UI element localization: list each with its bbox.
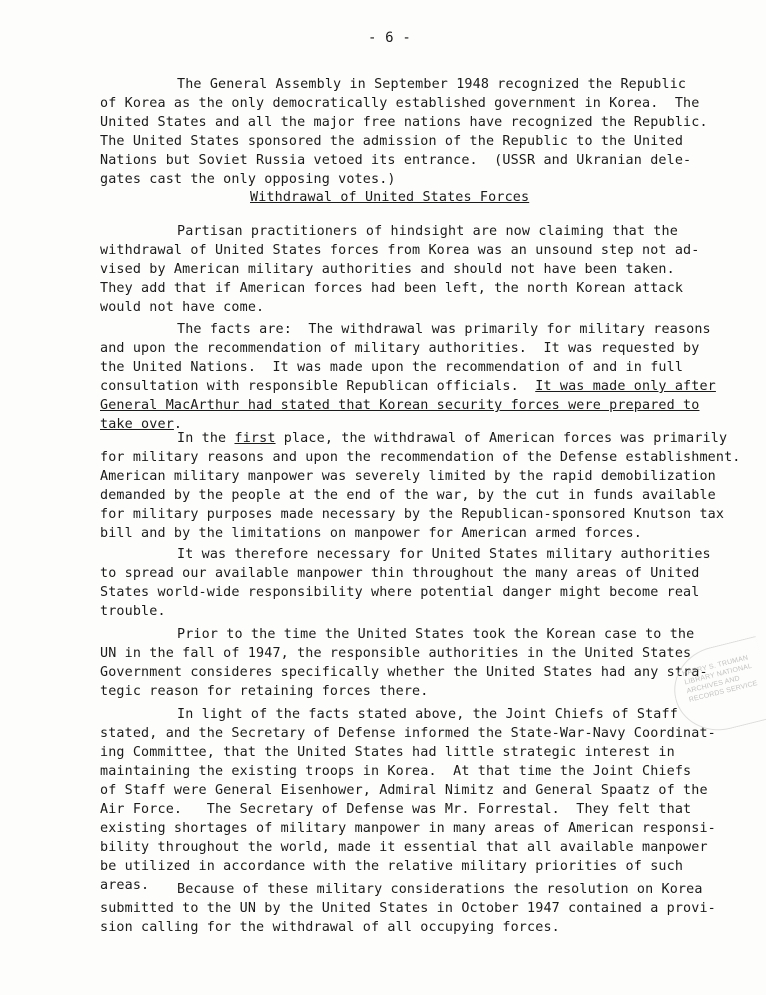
paragraph-4-line: demanded by the people at the end of the war, by the cut in funds available	[100, 488, 716, 503]
paragraph-1-line: gates cast the only opposing votes.)	[100, 172, 396, 187]
paragraph-5-line: trouble.	[100, 604, 166, 619]
paragraph-3	[100, 320, 716, 434]
paragraph-2-line: would not have come.	[100, 300, 265, 315]
paragraph-3-line: consultation with responsible Republican officials.	[100, 379, 536, 394]
paragraph-2-line: vised by American military authorities and should not have been taken.	[100, 262, 675, 277]
paragraph-4-line: bill and by the limitations on manpower for American armed forces.	[100, 526, 642, 541]
paragraph-2	[100, 222, 710, 317]
paragraph-1-line: of Korea as the only democratically established government in Korea. The	[100, 96, 700, 111]
paragraph-7-line: existing shortages of military manpower in many areas of American responsi-	[100, 821, 716, 836]
archive-stamp-text: HARRY S. TRUMAN LIBRARY NATIONAL ARCHIVES AND RECORDS SERVICE	[681, 654, 759, 704]
paragraph-8-line: sion calling for the withdrawal of all occupying forces.	[100, 920, 560, 935]
paragraph-5-line: States world-wide responsibility where potential danger might become real	[100, 585, 700, 600]
paragraph-6-line: Prior to the time the United States took the Korean case to the	[177, 627, 695, 642]
paragraph-7-line: maintaining the existing troops in Korea. At that time the Joint Chiefs	[100, 764, 692, 779]
paragraph-1	[100, 75, 710, 189]
paragraph-7-line: In light of the facts stated above, the Joint Chiefs of Staff	[177, 707, 678, 722]
paragraph-6	[100, 625, 710, 701]
paragraph-4	[100, 429, 741, 543]
paragraph-1-line: The United States sponsored the admission of the Republic to the United	[100, 134, 684, 149]
paragraph-7-line: ing Committee, that the United States had little strategic interest in	[100, 745, 675, 760]
paragraph-1-line: The General Assembly in September 1948 recognized the Republic	[177, 77, 687, 92]
paragraph-7	[100, 705, 716, 895]
paragraph-6-line: tegic reason for retaining forces there.	[100, 684, 429, 699]
paragraph-2-line: Partisan practitioners of hindsight are now claiming that the	[177, 224, 678, 239]
paragraph-3-line: the United Nations. It was made upon the recommendation of and in full	[100, 360, 684, 375]
paragraph-5-line: It was therefore necessary for United States military authorities	[177, 547, 711, 562]
paragraph-1-line: Nations but Soviet Russia vetoed its entrance. (USSR and Ukranian dele-	[100, 153, 692, 168]
paragraph-7-line: bility throughout the world, made it essential that all available manpower	[100, 840, 708, 855]
paragraph-3-line: .	[173, 417, 183, 432]
paragraph-4-line: for military reasons and upon the recommendation of the Defense establishment.	[100, 450, 741, 465]
paragraph-4-line: American military manpower was severely limited by the rapid demobilization	[100, 469, 716, 484]
underlined-emphasis: General MacArthur had stated that Korean security forces were prepared to	[100, 398, 700, 413]
paragraph-1-line: United States and all the major free nations have recognized the Republic.	[100, 115, 708, 130]
paragraph-4-line: In the	[177, 431, 235, 446]
paragraph-7-line: stated, and the Secretary of Defense informed the State-War-Navy Coordinat-	[100, 726, 716, 741]
paragraph-5-line: to spread our available manpower thin throughout the many areas of United	[100, 566, 700, 581]
paragraph-7-line: Air Force. The Secretary of Defense was Mr. Forrestal. They felt that	[100, 802, 692, 817]
paragraph-3-line: The facts are: The withdrawal was primarily for military reasons	[177, 322, 711, 337]
page-number: - 6 -	[368, 30, 411, 46]
paragraph-5	[100, 545, 710, 621]
underlined-emphasis: first	[234, 431, 276, 446]
paragraph-7-line: of Staff were General Eisenhower, Admiral Nimitz and General Spaatz of the	[100, 783, 708, 798]
paragraph-8-line: submitted to the UN by the United States in October 1947 contained a provi-	[100, 901, 716, 916]
underlined-emphasis: It was made only after	[535, 379, 716, 394]
section-title: Withdrawal of United States Forces	[250, 190, 530, 205]
paragraph-8	[100, 880, 716, 937]
paragraph-6-line: Government consideres specifically whether the United States had any stra-	[100, 665, 708, 680]
paragraph-6-line: UN in the fall of 1947, the responsible authorities in the United States	[100, 646, 692, 661]
paragraph-7-line: areas.	[100, 878, 150, 893]
paragraph-4-line: place, the withdrawal of American forces was primarily	[275, 431, 728, 446]
paragraph-7-line: be utilized in accordance with the relative military priorities of such	[100, 859, 684, 874]
paragraph-2-line: withdrawal of United States forces from Korea was an unsound step not ad-	[100, 243, 700, 258]
paragraph-8-line: Because of these military considerations the resolution on Korea	[177, 882, 703, 897]
paragraph-3-line: and upon the recommendation of military authorities. It was requested by	[100, 341, 700, 356]
paragraph-4-line: for military purposes made necessary by the Republican-sponsored Knutson tax	[100, 507, 725, 522]
underlined-emphasis: take over	[100, 417, 174, 432]
paragraph-2-line: They add that if American forces had been left, the north Korean attack	[100, 281, 684, 296]
